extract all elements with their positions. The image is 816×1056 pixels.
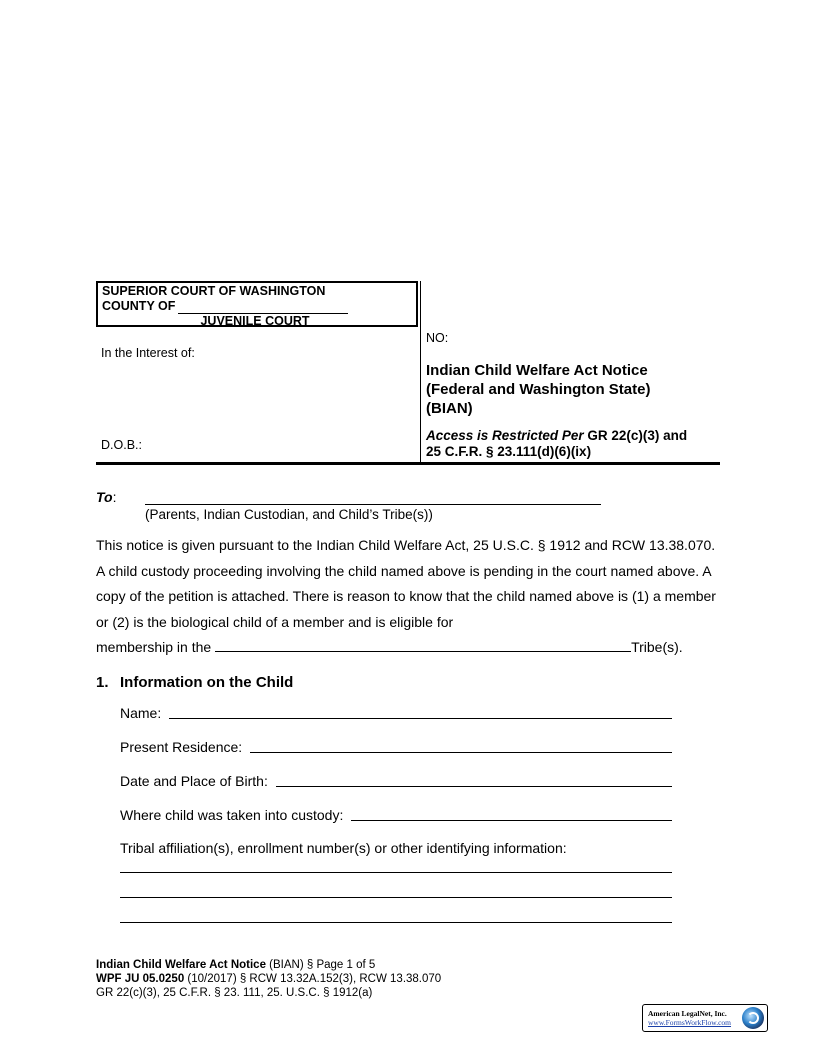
to-input-line[interactable] [145,504,601,505]
to-caption: (Parents, Indian Custodian, and Child’s Tribe(s)) [145,507,433,522]
title-line-1: Indian Child Welfare Act Notice [426,362,648,379]
logo-url[interactable]: www.FormsWorkFlow.com [648,1018,732,1027]
access-line-2: 25 C.F.R. § 23.111(d)(6)(ix) [426,444,592,459]
county-input-line[interactable] [178,301,348,314]
tribal-input-line-2[interactable] [120,897,672,898]
custody-label: Where child was taken into custody: [120,807,344,823]
access-restriction [426,428,687,460]
caption-bottom-rule [96,462,720,465]
child-name-field [120,705,672,721]
caption-divider [420,281,421,464]
to-label [96,489,116,505]
tribe-input-line[interactable] [215,635,631,652]
residence-field [120,739,672,755]
dob-label: D.O.B.: [101,438,142,452]
tribal-input-line-3[interactable] [120,922,672,923]
title-line-2: (Federal and Washington State) [426,381,651,398]
court-caption-box [96,281,418,327]
residence-input[interactable] [250,751,672,753]
birth-field [120,773,672,789]
custody-input[interactable] [351,819,672,821]
tribal-input-line-1[interactable] [120,872,672,873]
page-footer [96,958,441,1000]
globe-icon [742,1007,764,1029]
custody-field [120,807,672,823]
title-line-3: (BIAN) [426,400,473,417]
child-name-label: Name: [120,705,162,721]
access-rest: GR 22(c)(3) and [583,428,688,443]
american-legalnet-logo[interactable] [642,1004,768,1032]
birth-label: Date and Place of Birth: [120,773,268,789]
membership-prefix: membership in the [96,639,212,655]
footer-page-info: (BIAN) § Page 1 of 5 [265,959,376,971]
to-label-text: To [96,489,113,505]
birth-input[interactable] [276,785,672,787]
notice-paragraph [96,533,726,661]
court-name: SUPERIOR COURT OF WASHINGTON [102,284,326,298]
footer-rules: GR 22(c)(3), 25 C.F.R. § 23. 111, 25. U.S.C. § 1912(a) [96,987,373,999]
logo-company: American LegalNet, Inc. [648,1009,727,1018]
section-number: 1. [96,674,109,691]
residence-label: Present Residence: [120,739,243,755]
section-title: Information on the Child [120,674,294,691]
court-division: JUVENILE COURT [200,314,310,328]
county-label: COUNTY OF [102,299,176,313]
membership-suffix: Tribe(s). [631,639,683,655]
footer-form-number: WPF JU 05.0250 [96,973,185,985]
child-name-input[interactable] [169,717,672,719]
document-title [426,361,650,418]
footer-form-title: Indian Child Welfare Act Notice [96,959,266,971]
access-italic: Access is Restricted Per [426,428,584,443]
case-number-label: NO: [426,331,449,345]
section-1-heading [96,674,293,691]
to-colon: : [112,489,117,505]
interest-label: In the Interest of: [101,346,195,360]
notice-text: This notice is given pursuant to the Indian Child Welfare Act, 25 U.S.C. § 1912 and RCW 13.38.070. A child custody proceeding involving the child named above is pending in the court named above. A copy of the petition is attached. There is reason to know that the child named above is (1) a member or (2) is the biological child of a member and is eligible for [96,537,716,630]
footer-statutes: (10/2017) § RCW 13.32A.152(3), RCW 13.38.070 [184,973,442,985]
tribal-label: Tribal affiliation(s), enrollment number(s) or other identifying information: [120,840,567,856]
